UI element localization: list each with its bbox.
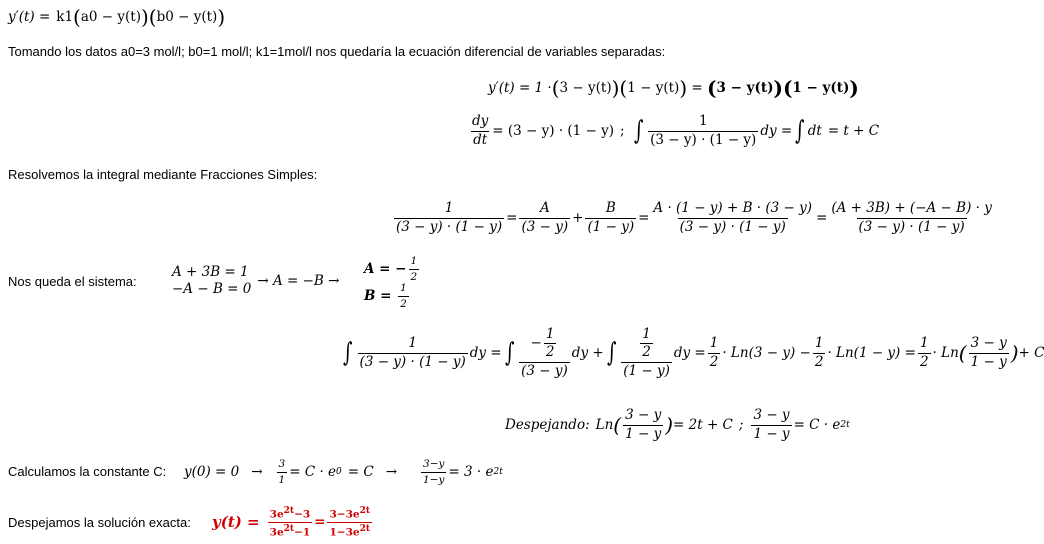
despejando-equation: Despejando: Ln ( $\frac{3 - y}{1 - y}$ ) = 2t + C ; $\frac{3 - y}{1 - y}$ = C · e 2t (505, 406, 850, 442)
substituted-equation: y′(t) = 1 · ( 3 − y(t) ) ( 1 − y(t) ) = ( 3 − y(t) ) ( 1 − y(t) ) (488, 76, 859, 100)
constant-equation: y(0) = 0 → $\frac{3}{1}$ = C · e 0 = C → $\frac{3-y}{1-y}$ = 3 · e 2t (184, 458, 503, 486)
eq-k: k1 (56, 9, 74, 25)
text-solucion: Despejamos la solución exacta: (8, 515, 191, 530)
eq-factor2: b0 − y(t) (156, 9, 218, 25)
system-arrow: → A = −B → (257, 273, 340, 289)
text-sistema: Nos queda el sistema: (8, 274, 137, 289)
dy-dt-fraction: $\frac{dy}{dt}$ (472, 112, 489, 148)
integral-sign: ∫ (795, 116, 805, 146)
system-eq2: −A − B = 0 (172, 281, 252, 297)
system-equations (172, 263, 339, 299)
sep-int-fraction: $\frac{1}{(3 - y) \cdot (1 - y)}$ (650, 112, 757, 148)
system-result-a: A = − $\frac{1}{2}$ (364, 255, 418, 283)
system-result-b: B = $\frac{1}{2}$ (364, 282, 407, 310)
general-equation: y′(t) = k1 ( a0 − y(t) ) ( b0 − y(t) ) (8, 5, 226, 29)
text-constante: Calculamos la constante C: (8, 464, 167, 479)
partial-fractions-equation: $\frac{1}{(3 - y) \cdot (1 - y)}$ = $\frac{A}{(3 - y)}$ + $\frac{B}{(1 - y)}$ = $\frac{A \cdot (1 - y) + B \cdot (3 - y)}{(3 - y) \cdot (1 - y)}$ = $\frac{(A + 3B) + (-A - B) \cdot y}{(3 - y) \cdot (1 - y)}$ (396, 199, 992, 235)
sep-result: = t + C (827, 123, 880, 139)
integral-equation: ∫ $\frac{1}{(3 - y) \cdot (1 - y)}$ dy = ∫ − $\frac{1}{2}$ (3 − y) dy + ∫ $\frac{\frac{1}{2}}{(1 - y)}$ dy = $\frac{1}{2}$ · Ln(3 − y) − $\frac{1}{2}$ · Ln(1 − y) = $\frac{1}{2}$ · Ln ( $\frac{3 - y}{1 - y}$ ) + C (343, 325, 1044, 379)
sep-dt: dt (807, 123, 822, 139)
text-datos: Tomando los datos a0=3 mol/l; b0=1 mol/l; k1=1mol/l nos quedaría la ecuación diferencial de variables separadas: (8, 44, 666, 59)
sub-equals: = (687, 80, 708, 96)
separated-equation (468, 111, 879, 151)
eq-factor1: a0 − y(t) (80, 9, 141, 25)
sub-f2-bold: 1 − y(t) (792, 80, 850, 96)
sep-dy: dy = (760, 123, 793, 139)
eq-lhs: y′(t) = (8, 9, 51, 25)
integral-sign: ∫ (633, 116, 644, 146)
sub-f1: 3 − y(t) (559, 80, 612, 96)
solution-equation: y(t) = $\frac{3e^{2t}-3}{3e^{2t}-1}$ = $\frac{3-3e^{2t}}{1-3e^{2t}}$ (212, 505, 370, 538)
system-eq1: A + 3B = 1 (172, 264, 249, 281)
text-resolvemos: Resolvemos la integral mediante Fracciones Simples: (8, 167, 318, 182)
sep-rhs: = (3 − y) · (1 − y) (492, 123, 615, 139)
sub-f1-bold: 3 − y(t) (716, 80, 774, 96)
sep-semicolon: ; (620, 123, 625, 139)
despejando-label: Despejando: (505, 417, 590, 433)
solution-lhs: y(t) = (212, 513, 260, 531)
sub-lhs: y′(t) = 1 · (488, 80, 552, 96)
sub-f2: 1 − y(t) (627, 80, 680, 96)
